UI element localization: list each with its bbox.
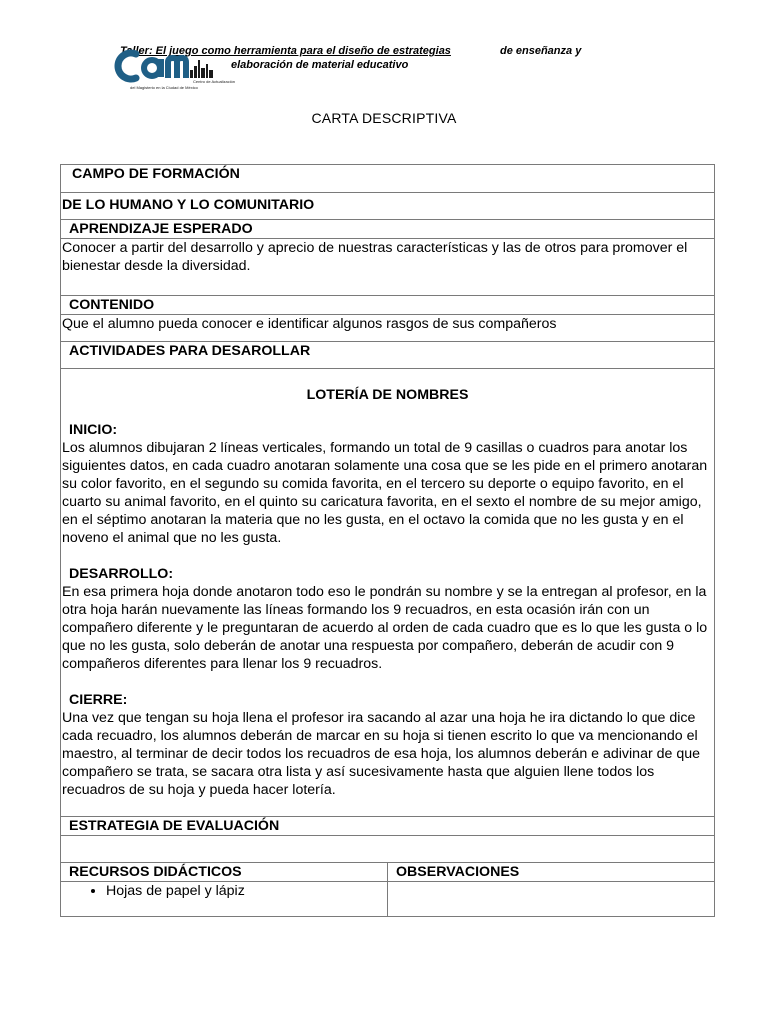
cierre-text: Una vez que tengan su hoja llena el profesor ira sacando al azar una hoja he ira dictando lo que dice cada recuadro, los alumnos deberán de marcar en su hoja si tienen escrito lo que va mencionando el maestro, al terminar de decir todos los recuadros de esa hoja, los alumnos deberán e adivinar de que compañero se trata, se sacara otra lista y así sucesivamente hasta que alguien llene todos los recuadros de su hoja y pueda hacer lotería. [62, 710, 701, 798]
recursos-label: RECURSOS DIDÁCTICOS [69, 864, 242, 880]
desarrollo-label: DESARROLLO: [69, 566, 174, 582]
cierre-label: CIERRE: [69, 692, 128, 708]
aprendizaje-value-cell [61, 239, 715, 296]
recursos-label-cell [61, 863, 388, 882]
inicio-text: Los alumnos dibujaran 2 líneas verticales, formando un total de 9 casillas o cuadros para anotar los siguientes datos, en cada cuadro anotaran solamente una cosa que se les pide en el primero anotaran su color favorito, en el segundo su comida favorita, en el tercero su deporte o equipo favorito, en el cuarto su animal favorito, en el quinto su caricatura favorita, en el sexto el nombre de su mejor amigo, en el séptimo anotaran la materia que no les gusta, en el octavo la comida que no les gusta y en el noveno el animal que no les gusta. [62, 440, 708, 546]
actividades-label: ACTIVIDADES PARA DESAROLLAR [69, 343, 311, 359]
aprendizaje-value: Conocer a partir del desarrollo y aprecio de nuestras características y las de otros para promover el bienestar desde la diversidad. [62, 240, 688, 274]
campo-value: DE LO HUMANO Y LO COMUNITARIO [62, 197, 315, 213]
observaciones-label: OBSERVACIONES [396, 864, 520, 880]
activity-title: LOTERÍA DE NOMBRES [306, 387, 469, 403]
aprendizaje-label-cell [61, 220, 715, 239]
campo-value-cell [61, 193, 715, 220]
inicio-label: INICIO: [69, 422, 118, 438]
observaciones-value-cell [388, 882, 715, 917]
desarrollo-text: En esa primera hoja donde anotaron todo eso le pondrán su nombre y se la entregan al profesor, en la otra hoja harán nuevamente las líneas formando los 9 recuadros, en esta ocasión irán con un compañero diferente y le preguntaran de acuerdo al orden de cada cuadro que es lo que les gusta o lo que no les gusta, solo deberán de anotar una respuesta por compañero, deberán de acudir con 9 compañeros diferentes para llenar los 9 recuadros. [62, 584, 708, 672]
header-workshop-line2: elaboración de material educativo [231, 59, 409, 71]
aprendizaje-label: APRENDIZAJE ESPERADO [69, 221, 253, 237]
carta-descriptiva-table [60, 164, 715, 917]
campo-label-cell [61, 165, 715, 193]
actividades-content-cell [61, 369, 715, 817]
estrategia-label: ESTRATEGIA DE EVALUACIÓN [69, 818, 280, 834]
recursos-value-cell [61, 882, 388, 917]
header-workshop-line1-right: de enseñanza y [500, 45, 582, 57]
observaciones-label-cell [388, 863, 715, 882]
estrategia-label-cell [61, 817, 715, 836]
contenido-value: Que el alumno pueda conocer e identificar algunos rasgos de sus compañeros [62, 316, 557, 332]
page-title: CARTA DESCRIPTIVA [311, 110, 457, 126]
list-item: • Hojas de papel y lápiz [106, 882, 386, 900]
actividades-label-cell [61, 342, 715, 369]
recursos-list [62, 882, 386, 900]
cam-logo [114, 46, 236, 92]
contenido-label-cell [61, 296, 715, 315]
estrategia-value-cell [61, 836, 715, 863]
svg-text:del Magisterio en la Ciudad de: del Magisterio en la Ciudad de México [130, 85, 198, 90]
svg-text:Centro de Actualización: Centro de Actualización [193, 79, 236, 84]
header-workshop-title: Taller: El juego como herramienta para el diseño de estrategias [120, 45, 451, 57]
contenido-label: CONTENIDO [69, 297, 155, 313]
contenido-value-cell [61, 315, 715, 342]
campo-label: CAMPO DE FORMACIÓN [72, 166, 240, 182]
